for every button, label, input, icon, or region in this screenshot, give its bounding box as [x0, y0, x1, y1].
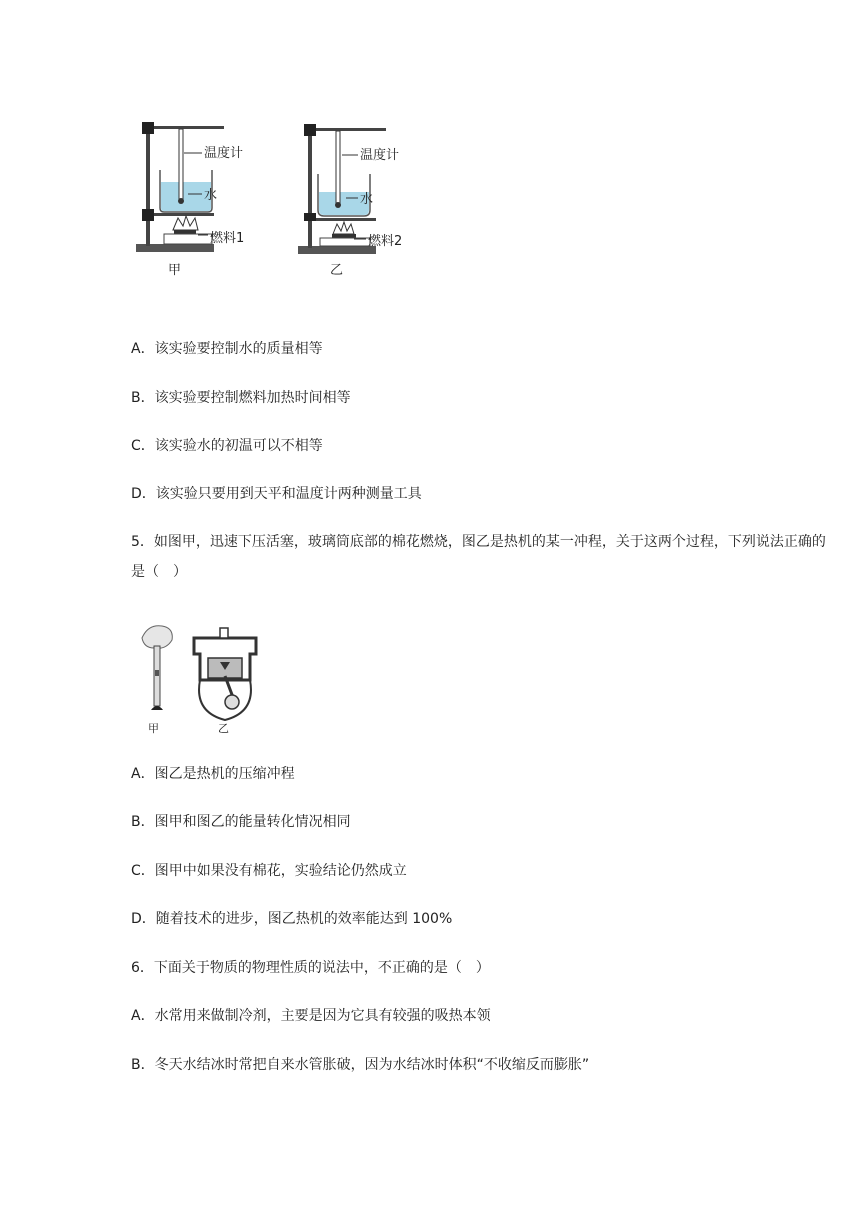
figure-piston-engine: [134, 620, 264, 738]
caption-left: 甲: [168, 263, 182, 278]
q5-stem: 5．如图甲，迅速下压活塞，玻璃筒底部的棉花燃烧，图乙是热机的某一冲程，关于这两个过程，下列说法正确的是（ ）: [131, 534, 826, 580]
label-thermometer: 温度计: [204, 146, 244, 161]
q5-option-c: C．图甲中如果没有棉花，实验结论仍然成立: [131, 863, 407, 879]
clamp: [142, 122, 154, 134]
apparatus-right: [298, 124, 402, 278]
thermometer-bulb: [178, 198, 184, 204]
caption-right: 乙: [330, 263, 344, 278]
ring-arm: [316, 218, 376, 221]
flame: [333, 222, 354, 234]
q6-option-a: A．水常用来做制冷剂，主要是因为它具有较强的吸热本领: [131, 1008, 491, 1024]
q5-option-d: D．随着技术的进步，图乙热机的效率能达到 100%: [131, 911, 453, 927]
burner: [332, 234, 356, 238]
q4-option-b: B．该实验要控制燃料加热时间相等: [131, 390, 351, 406]
clamp: [304, 124, 316, 136]
apparatus-left: [136, 122, 244, 278]
ring-arm: [154, 213, 214, 216]
figure-heating-experiment: [128, 112, 428, 282]
burner: [174, 230, 196, 234]
hand: [142, 626, 172, 649]
spark-plug: [220, 628, 228, 638]
q4-option-a: A．该实验要控制水的质量相等: [131, 341, 323, 357]
piston: [155, 670, 159, 676]
label-thermometer: 温度计: [360, 148, 400, 163]
q4-option-c: C．该实验水的初温可以不相等: [131, 438, 323, 454]
clamp: [304, 213, 316, 221]
thermometer: [179, 129, 183, 199]
q6-stem: 6．下面关于物质的物理性质的说法中，不正确的是（ ）: [131, 960, 490, 976]
stand-rod: [146, 122, 150, 246]
stand-rod: [308, 124, 312, 248]
heat-engine: [194, 628, 256, 735]
label-fuel: 燃料1: [210, 231, 245, 246]
fire-syringe: [142, 626, 172, 735]
upper-arm: [154, 126, 224, 129]
caption-left: 甲: [148, 722, 159, 735]
crankshaft: [225, 695, 239, 709]
label-water: 水: [360, 192, 374, 207]
q5-option-a: A．图乙是热机的压缩冲程: [131, 766, 295, 782]
label-water: 水: [204, 188, 218, 203]
clamp: [142, 209, 154, 221]
upper-arm: [316, 128, 386, 131]
thermometer-bulb: [335, 202, 341, 208]
thermometer: [336, 131, 340, 203]
q5-option-b: B．图甲和图乙的能量转化情况相同: [131, 814, 351, 830]
flame: [173, 216, 198, 230]
q4-option-d: D．该实验只要用到天平和温度计两种测量工具: [131, 486, 422, 502]
label-fuel: 燃料2: [368, 234, 403, 249]
base: [151, 706, 163, 710]
q6-option-b: B．冬天水结冰时常把自来水管胀破，因为水结冰时体积“不收缩反而膨胀”: [131, 1057, 590, 1073]
caption-right: 乙: [218, 722, 229, 735]
